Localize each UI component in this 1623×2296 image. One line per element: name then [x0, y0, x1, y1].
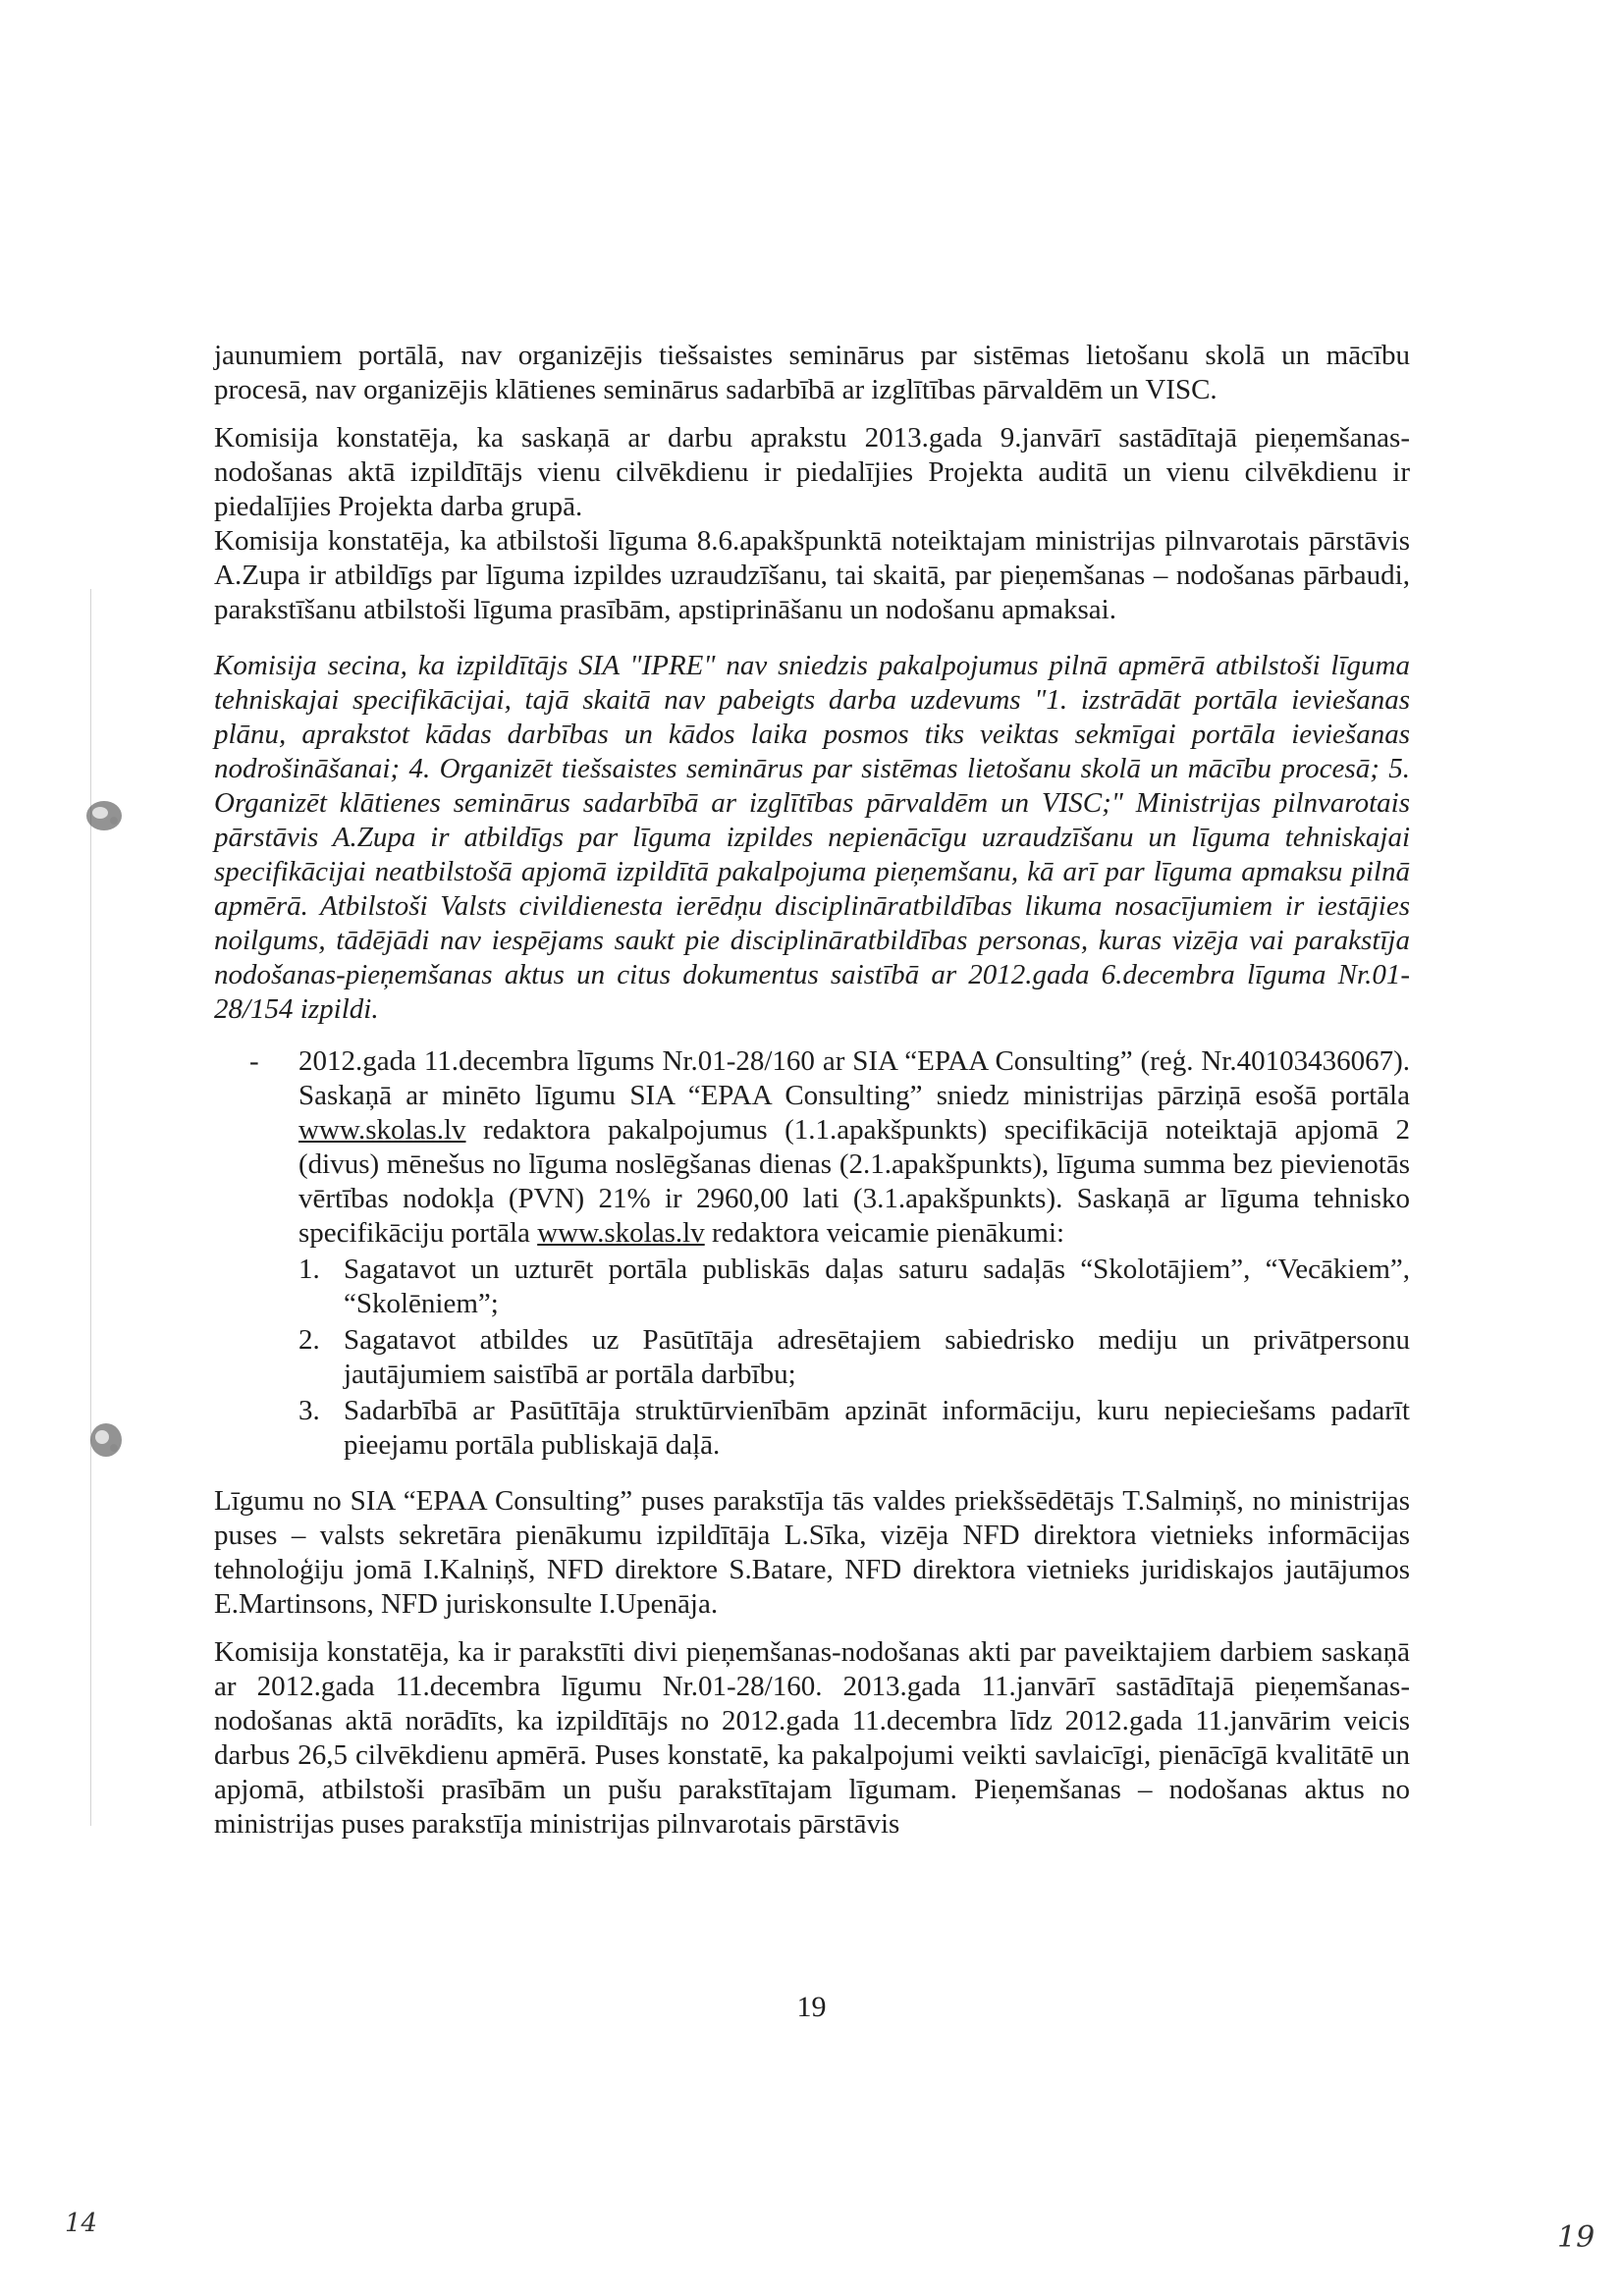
- paragraph-komisija-2: Komisija konstatēja, ka atbilstoši līguma 8.6.apakšpunktā noteiktajam ministrijas pilnvarotais pārstāvis A.Zupa ir atbildīgs par līguma izpildes uzraudzīšanu, tai skaitā, par pieņemšanas – nodošanas pārbaudi, parakstīšanu atbilstoši līguma prasībām, apstiprināšanu un nodošanu apmaksai.: [214, 525, 1410, 625]
- binding-hole-stamp-icon: [81, 795, 128, 836]
- bullet-dash: -: [249, 1045, 259, 1077]
- page-number: 19: [796, 1991, 827, 2023]
- duties-list: [298, 1253, 1410, 1463]
- document-body: [214, 339, 1410, 1842]
- paragraph-acceptance-acts: Komisija konstatēja, ka ir parakstīti divi pieņemšanas-nodošanas akti par paveiktajiem darbiem saskaņā ar 2012.gada 11.decembra līgumu Nr.01-28/160. 2013.gada 11.janvārī sastādītajā pieņemšanas-nodošanas aktā norādīts, ka izpildītājs no 2012.gada 11.decembra līdz 2012.gada 11.janvārim veicis darbus 26,5 cilvēkdienu apmērā. Puses konstatē, ka pakalpojumi veikti savlaicīgi, pienācīgā kvalitātē un apjomā, atbilstoši prasībām un pušu parakstītajam līgumam. Pieņemšanas – nodošanas aktus no ministrijas puses parakstīja ministrijas pilnvarotais pārstāvis: [214, 1636, 1410, 1840]
- contract-text-part-1: 2012.gada 11.decembra līgums Nr.01-28/160 ar SIA “EPAA Consulting” (reģ. Nr.40103436067). Saskaņā ar minēto līgumu SIA “EPAA Consulting” sniedz ministrijas pārziņā esošā portāla: [298, 1045, 1410, 1111]
- list-item: [298, 1394, 1410, 1463]
- portal-link-2[interactable]: www.skolas.lv: [537, 1217, 705, 1249]
- list-item-text: Sadarbībā ar Pasūtītāja struktūrvienībām apzināt informāciju, kuru nepieciešams padarīt pieejamu portāla publiskajā daļā.: [344, 1395, 1410, 1461]
- paragraph-conclusion-italic: Komisija secina, ka izpildītājs SIA "IPRE" nav sniedzis pakalpojumus pilnā apmērā atbilstoši līguma tehniskajai specifikācijai, tajā skaitā nav pabeigts darba uzdevums "1. izstrādāt portāla ieviešanas plānu, aprakstot kādas darbības un kādos laika posmos tiks veiktas sekmīgai portāla ieviešanas nodrošināšanai; 4. Organizēt tiešsaistes seminārus par sistēmas lietošanu skolā un mācību procesā; 5. Organizēt klātienes seminārus sadarbībā ar izglītības pārvaldēm un VISC;" Ministrijas pilnvarotais pārstāvis A.Zupa ir atbildīgs par līguma izpildes nepienācīgu uzraudzīšanu un līguma tehniskajai specifikācijai neatbilstošā apjomā izpildītā pakalpojuma pieņemšanu, kā arī par līguma apmaksu pilnā apmērā. Atbilstoši Valsts civildienesta ierēdņu disciplināratbildības likuma nosacījumiem ir iestājies noilgums, tādējādi nav iespējams saukt pie disciplināratbildības personas, kuras vizēja vai parakstīja nodošanas-pieņemšanas aktus un citus dokumentus saistībā ar 2012.gada 6.decembra līguma Nr.01-28/154 izpildi.: [214, 650, 1410, 1025]
- paragraph-signatories: Līgumu no SIA “EPAA Consulting” puses parakstīja tās valdes priekšsēdētājs T.Salmiņš, no ministrijas puses – valsts sekretāra pienākumu izpildītāja L.Sīka, vizēja NFD direktora vietnieks informācijas tehnoloģiju jomā I.Kalniņš, NFD direktore S.Batare, NFD direktora vietnieks juridiskajos jautājumos E.Martinsons, NFD juriskonsulte I.Upenāja.: [214, 1485, 1410, 1620]
- contract-bullet-item: [214, 1044, 1410, 1463]
- list-item-number: 1.: [298, 1254, 320, 1285]
- list-item-text: Sagatavot un uzturēt portāla publiskās daļas saturu sadaļās “Skolotājiem”, “Vecākiem”, “Skolēniem”;: [344, 1254, 1410, 1319]
- paragraph-komisija-1: Komisija konstatēja, ka saskaņā ar darbu aprakstu 2013.gada 9.janvārī sastādītajā pieņemšanas-nodošanas aktā izpildītājs vienu cilvēkdienu ir piedalījies Projekta auditā un vienu cilvēkdienu ir piedalījies Projekta darba grupā.: [214, 422, 1410, 522]
- list-item-number: 2.: [298, 1324, 320, 1356]
- portal-link-1[interactable]: www.skolas.lv: [298, 1114, 466, 1146]
- binding-hole-stamp-icon-2: [84, 1418, 128, 1462]
- list-item-number: 3.: [298, 1395, 320, 1426]
- handwritten-page-mark-left: 14: [65, 2209, 98, 2238]
- list-item-text: Sagatavot atbildes uz Pasūtītāja adresētajiem sabiedrisko mediju un privātpersonu jautājumiem saistībā ar portāla darbību;: [344, 1324, 1410, 1390]
- list-item: [298, 1323, 1410, 1392]
- handwritten-page-mark-right: 19: [1557, 2220, 1596, 2255]
- paragraph-continuation: jaunumiem portālā, nav organizējis tiešsaistes seminārus par sistēmas lietošanu skolā un mācību procesā, nav organizējis klātienes seminārus sadarbībā ar izglītības pārvaldēm un VISC.: [214, 340, 1410, 405]
- list-item: [298, 1253, 1410, 1321]
- contract-text-part-2: redaktora pakalpojumus (1.1.apakšpunkts) specifikācijā noteiktajā apjomā 2 (divus) mēnešus no līguma noslēgšanas dienas (2.1.apakšpunkts), līguma summa bez pievienotās vērtības nodokļa (PVN) 21% ir 2960,00 lati (3.1.apakšpunkts). Saskaņā ar līguma tehnisko specifikāciju portāla: [298, 1114, 1410, 1249]
- contract-text-part-3: redaktora veicamie pienākumi:: [704, 1217, 1065, 1249]
- contract-description: [298, 1044, 1410, 1251]
- margin-shadow-line: [90, 589, 91, 1826]
